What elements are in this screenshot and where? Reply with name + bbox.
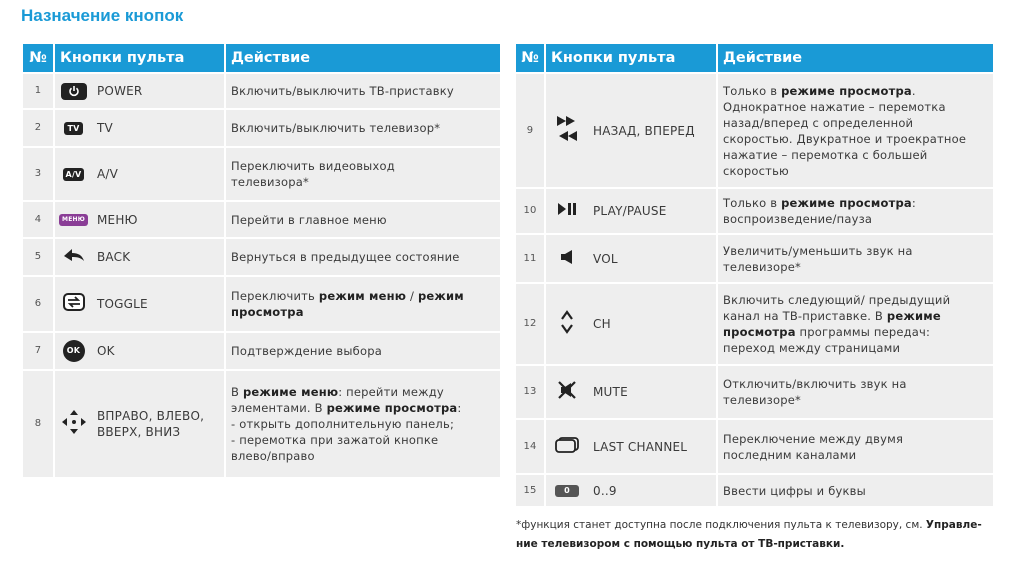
button-name: OK — [92, 331, 226, 369]
direction-arrows-icon — [61, 409, 87, 439]
row-num: 13 — [516, 364, 546, 418]
table-row — [23, 108, 500, 146]
button-name: A/V — [92, 146, 226, 200]
table-row — [516, 473, 993, 506]
table-row — [516, 233, 993, 282]
button-name: НАЗАД, ВПЕРЕД — [588, 72, 718, 187]
row-num: 15 — [516, 473, 546, 506]
action-text: Переключить режим меню / режим просмотра — [226, 275, 500, 331]
footnote: *функция станет доступна после подключения пульта к телевизору, см. Управле- ние телевизором с помощью пульта от ТВ-приставки. — [516, 519, 982, 550]
tv-icon: TV — [64, 122, 82, 135]
buttons-table-left — [23, 44, 500, 477]
action-text: Включить/выключить телевизор* — [226, 108, 500, 146]
table-row — [516, 282, 993, 364]
page-title: Назначение кнопок — [21, 6, 184, 25]
row-num: 3 — [23, 146, 55, 200]
row-num: 2 — [23, 108, 55, 146]
table-row — [516, 187, 993, 233]
button-name: TV — [92, 108, 226, 146]
table-row — [516, 72, 993, 187]
rewind-forward-icon — [556, 115, 578, 147]
header-num: № — [516, 44, 546, 72]
action-text: Увеличить/уменьшить звук на телевизоре* — [718, 233, 993, 282]
action-text: Перейти в главное меню — [226, 200, 500, 237]
volume-icon — [561, 250, 573, 268]
action-text: Только в режиме просмотра: воспроизведение/пауза — [718, 187, 993, 233]
button-name: TOGGLE — [92, 275, 226, 331]
row-num: 10 — [516, 187, 546, 233]
toggle-icon — [63, 293, 85, 315]
header-action: Действие — [226, 44, 500, 72]
row-num: 9 — [516, 72, 546, 187]
av-icon: A/V — [63, 168, 85, 181]
action-text: Ввести цифры и буквы — [718, 473, 993, 506]
table-row — [516, 418, 993, 473]
header-buttons: Кнопки пульта — [55, 44, 226, 72]
table-row — [23, 331, 500, 369]
action-text: Подтверждение выбора — [226, 331, 500, 369]
button-name: MUTE — [588, 364, 718, 418]
row-num: 4 — [23, 200, 55, 237]
table-row — [23, 369, 500, 477]
button-name: ВПРАВО, ВЛЕВО, ВВЕРХ, ВНИЗ — [92, 369, 226, 477]
row-num: 1 — [23, 72, 55, 108]
button-name: 0..9 — [588, 473, 718, 506]
row-num: 8 — [23, 369, 55, 477]
digit-icon: 0 — [555, 485, 579, 497]
button-name: LAST CHANNEL — [588, 418, 718, 473]
button-name: PLAY/PAUSE — [588, 187, 718, 233]
action-text: Переключить видеовыход телевизора* — [226, 146, 500, 200]
button-name: МЕНЮ — [92, 200, 226, 237]
row-num: 7 — [23, 331, 55, 369]
action-text: Включить/выключить ТВ-приставку — [226, 72, 500, 108]
table-header — [23, 44, 500, 72]
table-row — [23, 275, 500, 331]
ok-icon: OK — [63, 340, 85, 362]
play-pause-icon — [557, 203, 577, 219]
button-name: VOL — [588, 233, 718, 282]
row-num: 12 — [516, 282, 546, 364]
button-name: BACK — [92, 237, 226, 275]
table-row — [23, 237, 500, 275]
button-name: POWER — [92, 72, 226, 108]
action-text: Включить следующий/ предыдущий канал на ТВ-приставке. В режиме просмотра программы передач: переход между страницами — [718, 282, 993, 364]
header-buttons: Кнопки пульта — [546, 44, 718, 72]
row-num: 5 — [23, 237, 55, 275]
last-channel-icon — [555, 437, 579, 457]
action-text: В режиме меню: перейти между элементами. В режиме просмотра: - открыть дополнительную панель; - перемотка при зажатой кнопке влево/вправо — [226, 369, 500, 477]
action-text: Вернуться в предыдущее состояние — [226, 237, 500, 275]
table-row — [23, 200, 500, 237]
menu-icon: МЕНЮ — [59, 214, 88, 226]
mute-icon — [558, 381, 576, 403]
header-action: Действие — [718, 44, 993, 72]
action-text: Отключить/включить звук на телевизоре* — [718, 364, 993, 418]
action-text: Только в режиме просмотра. Однократное нажатие – перемотка назад/вперед с определенной скоростью. Двукратное и троекратное нажатие – перемотка с большей скоростью — [718, 72, 993, 187]
row-num: 11 — [516, 233, 546, 282]
header-num: № — [23, 44, 55, 72]
back-arrow-icon — [63, 248, 85, 266]
button-name: CH — [588, 282, 718, 364]
table-row — [23, 72, 500, 108]
power-icon — [61, 83, 87, 100]
buttons-table-right — [516, 44, 993, 506]
table-row — [23, 146, 500, 200]
table-header — [516, 44, 993, 72]
row-num: 6 — [23, 275, 55, 331]
row-num: 14 — [516, 418, 546, 473]
action-text: Переключение между двумя последним каналами — [718, 418, 993, 473]
table-row — [516, 364, 993, 418]
channel-arrows-icon — [560, 309, 574, 339]
